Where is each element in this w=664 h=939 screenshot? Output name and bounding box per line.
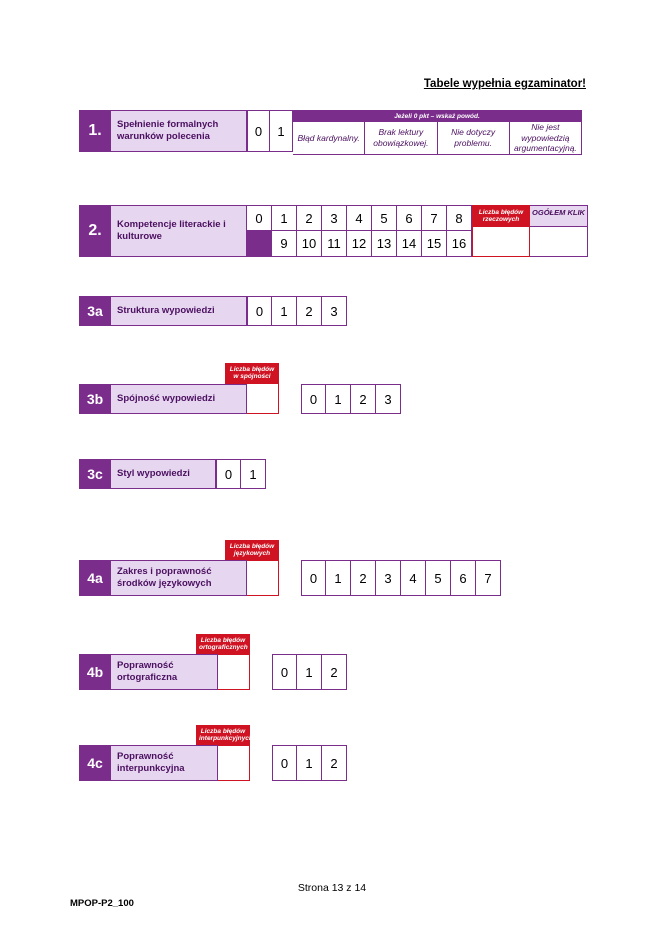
criterion-2-score-r2c2[interactable]: 9 xyxy=(272,231,297,257)
criterion-2-total-field[interactable] xyxy=(530,227,588,257)
criterion-3a-score-0[interactable]: 0 xyxy=(247,296,272,326)
criterion-1-block xyxy=(79,110,582,155)
criterion-3c-score-0[interactable]: 0 xyxy=(216,459,241,489)
criterion-3b-score-0[interactable]: 0 xyxy=(301,384,326,414)
criterion-2-score-r2c6[interactable]: 13 xyxy=(372,231,397,257)
criterion-4c-score-0[interactable]: 0 xyxy=(272,745,297,781)
criterion-3c-block xyxy=(79,459,266,489)
criterion-2-score-r2c4[interactable]: 11 xyxy=(322,231,347,257)
criterion-2-score-r2c5[interactable]: 12 xyxy=(347,231,372,257)
criterion-2-score-r1c2[interactable]: 1 xyxy=(272,205,297,231)
criterion-4a-error-spacer xyxy=(247,560,301,596)
criterion-4a-score-2[interactable]: 2 xyxy=(351,560,376,596)
criterion-4c-number: 4c xyxy=(79,745,111,781)
criterion-4c-block xyxy=(79,745,347,781)
criterion-2-label: Kompetencje literackie i kulturowe xyxy=(111,205,247,257)
document-code: MPOP-P2_100 xyxy=(70,898,134,909)
criterion-2-score-r2c3[interactable]: 10 xyxy=(297,231,322,257)
criterion-2-score-r2c7[interactable]: 14 xyxy=(397,231,422,257)
criterion-4c-score-2[interactable]: 2 xyxy=(322,745,347,781)
criterion-3c-score-1[interactable]: 1 xyxy=(241,459,266,489)
criterion-1-number: 1. xyxy=(79,110,111,152)
criterion-2-number: 2. xyxy=(79,205,111,257)
criterion-3b-score-2[interactable]: 2 xyxy=(351,384,376,414)
criterion-4c-error-count-label: Liczba błędów interpunkcyjnych xyxy=(196,725,250,746)
criterion-4b-score-2[interactable]: 2 xyxy=(322,654,347,690)
criterion-1-reasons xyxy=(293,110,582,155)
criterion-4a-label: Zakres i poprawność środków językowych xyxy=(111,560,247,596)
criterion-3b-error-count-label: Liczba błędów w spójności xyxy=(225,363,279,384)
criterion-4b-error-count-label: Liczba błędów ortograficznych xyxy=(196,634,250,655)
criterion-3a-score-1[interactable]: 1 xyxy=(272,296,297,326)
criterion-4c-label: Poprawność interpunkcyjna xyxy=(111,745,218,781)
page-number: Strona 13 z 14 xyxy=(297,882,367,894)
criterion-4a-score-4[interactable]: 4 xyxy=(401,560,426,596)
criterion-1-reason-1[interactable]: Brak lektury obowiązkowej. xyxy=(365,122,437,155)
criterion-4a-score-0[interactable]: 0 xyxy=(301,560,326,596)
criterion-2-score-r2c1 xyxy=(247,231,272,257)
criterion-2-score-r2c8[interactable]: 15 xyxy=(422,231,447,257)
criterion-3a-score-3[interactable]: 3 xyxy=(322,296,347,326)
criterion-2-total-box xyxy=(530,205,588,257)
criterion-2-score-grid xyxy=(247,205,472,257)
criterion-1-label: Spełnienie formalnych warunków polecenia xyxy=(111,110,247,152)
criterion-3b-error-spacer xyxy=(247,384,301,414)
criterion-4a-score-1[interactable]: 1 xyxy=(326,560,351,596)
criterion-3a-label: Struktura wypowiedzi xyxy=(111,296,247,326)
criterion-2-score-r1c3[interactable]: 2 xyxy=(297,205,322,231)
criterion-1-reason-3[interactable]: Nie jest wypowiedzią argumentacyjną. xyxy=(510,122,582,155)
criterion-2-total-label: OGÓŁEM KLIK xyxy=(530,205,588,227)
criterion-3a-number: 3a xyxy=(79,296,111,326)
criterion-4a-score-3[interactable]: 3 xyxy=(376,560,401,596)
criterion-2-error-count-label: Liczba błędów rzeczowych xyxy=(472,205,530,227)
criterion-4a-error-count-label: Liczba błędów językowych xyxy=(225,540,279,561)
criterion-2-score-r1c9[interactable]: 8 xyxy=(447,205,472,231)
criterion-1-reason-2[interactable]: Nie dotyczy problemu. xyxy=(438,122,510,155)
criterion-2-score-r1c5[interactable]: 4 xyxy=(347,205,372,231)
criterion-4a-score-7[interactable]: 7 xyxy=(476,560,501,596)
criterion-2-score-r2c9[interactable]: 16 xyxy=(447,231,472,257)
criterion-3b-block xyxy=(79,384,401,414)
criterion-3b-number: 3b xyxy=(79,384,111,414)
criterion-4b-label: Poprawność ortograficzna xyxy=(111,654,218,690)
criterion-3c-label: Styl wypowiedzi xyxy=(111,459,216,489)
criterion-3b-label: Spójność wypowiedzi xyxy=(111,384,247,414)
criterion-4a-score-6[interactable]: 6 xyxy=(451,560,476,596)
criterion-2-block xyxy=(79,205,588,257)
criterion-3a-block xyxy=(79,296,347,326)
criterion-4b-error-spacer xyxy=(218,654,272,690)
criterion-4a-block xyxy=(79,560,501,596)
criterion-4b-block xyxy=(79,654,347,690)
criterion-1-score-1[interactable]: 1 xyxy=(270,110,293,152)
criterion-4b-score-1[interactable]: 1 xyxy=(297,654,322,690)
criterion-1-score-0[interactable]: 0 xyxy=(247,110,270,152)
criterion-4a-score-5[interactable]: 5 xyxy=(426,560,451,596)
page-title: Tabele wypełnia egzaminator! xyxy=(423,78,586,90)
criterion-2-score-r1c6[interactable]: 5 xyxy=(372,205,397,231)
criterion-2-score-r1c4[interactable]: 3 xyxy=(322,205,347,231)
criterion-3b-score-3[interactable]: 3 xyxy=(376,384,401,414)
criterion-4a-number: 4a xyxy=(79,560,111,596)
criterion-3a-score-2[interactable]: 2 xyxy=(297,296,322,326)
criterion-2-score-r1c7[interactable]: 6 xyxy=(397,205,422,231)
criterion-1-reason-0[interactable]: Błąd kardynalny. xyxy=(293,122,365,155)
criterion-4c-error-spacer xyxy=(218,745,272,781)
criterion-3b-score-1[interactable]: 1 xyxy=(326,384,351,414)
criterion-4b-number: 4b xyxy=(79,654,111,690)
criterion-4c-score-1[interactable]: 1 xyxy=(297,745,322,781)
criterion-3c-number: 3c xyxy=(79,459,111,489)
criterion-2-error-count-field[interactable] xyxy=(472,227,530,257)
criterion-2-error-count-box xyxy=(472,205,530,257)
criterion-2-score-r1c8[interactable]: 7 xyxy=(422,205,447,231)
criterion-4b-score-0[interactable]: 0 xyxy=(272,654,297,690)
criterion-2-score-r1c1[interactable]: 0 xyxy=(247,205,272,231)
criterion-1-reasons-header: Jeżeli 0 pkt – wskaż powód. xyxy=(293,110,582,122)
